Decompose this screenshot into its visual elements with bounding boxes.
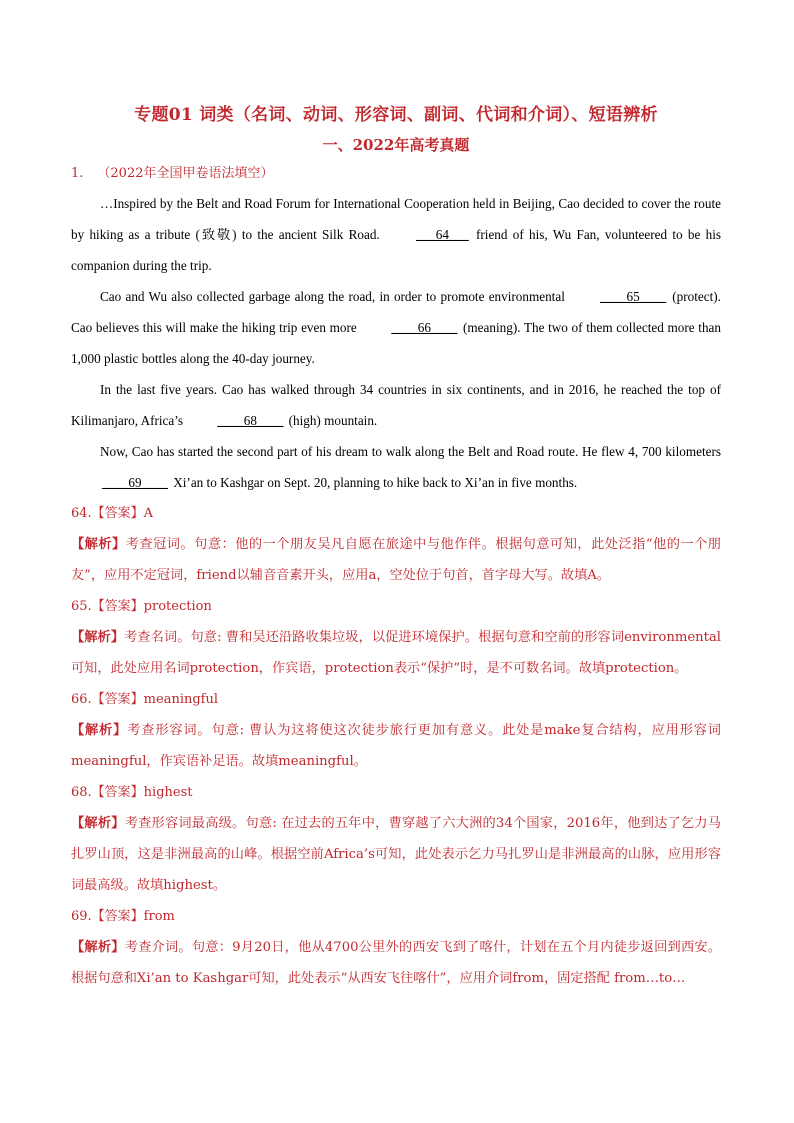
passage-text: friend of his, Wu Fan, volunteered to be his companion during the trip. [71,227,721,273]
answer-analysis [71,715,721,777]
answer-analysis [71,932,721,994]
analysis-text: 考查名词。句意: 曹和吴还沿路收集垃圾，以促进环境保护。根据句意和空前的形容词environmental可知，此处应用名词protection，作宾语，protection表示“保护”时，是不可数名词。故填protection。 [71,630,721,676]
analysis-tag: 【解析】 [71,630,125,645]
answer-block [71,591,721,684]
passage-text: Now, Cao has started the second part of his dream to walk along the Belt and Road route. He flew 4, 700 kilometers [100,444,721,459]
blank-65: ____65____ [600,289,667,304]
passage-paragraph [71,374,721,436]
passage-paragraph [71,188,721,281]
answer-block [71,498,721,591]
analysis-text: 考查形容词最高级。句意: 在过去的五年中，曹穿越了六大洲的34个国家，2016年，他到达了乞力马扎罗山顶，这是非洲最高的山峰。根据空前Africa’s可知，此处表示乞力马扎罗山是非洲最高的山脉，应用形容词最高级。故填highest。 [71,816,721,893]
passage-text: (meaning). The two of them collected more than 1,000 plastic bottles along the 40-day journey. [71,320,721,366]
section-heading: 一、2022年高考真题 [322,136,470,154]
passage-text: In the last five years. Cao has walked through 34 countries in six continents, and in 2016, he reached the top of Kilimanjaro, Africa’s [71,382,721,428]
analysis-tag: 【解析】 [71,723,128,738]
answer-analysis [71,808,721,901]
analysis-tag: 【解析】 [71,537,126,552]
answer-analysis [71,529,721,591]
blank-69: ____69____ [102,475,168,490]
analysis-tag: 【解析】 [71,940,125,955]
passage-text: Cao and Wu also collected garbage along the road, in order to promote environmental [100,289,570,304]
passage-text: …Inspired by the Belt and Road Forum for International Cooperation held in Beijing, Cao decided to cover the route by hiking as a tribute (致敬) to the ancient Silk Road. [71,196,721,242]
blank-68: ____68____ [217,413,284,428]
answer-label: 68.【答案】highest [71,785,193,800]
passage-paragraph [71,436,721,498]
analysis-text: 考查冠词。句意：他的一个朋友吴凡自愿在旅途中与他作伴。根据句意可知，此处泛指“他的一个朋友”，应用不定冠词，friend以辅音音素开头，应用a，空处位于句首，首字母大写。故填A。 [71,537,721,583]
answer-block [71,684,721,777]
passage-text: (protect). Cao believes this will make the hiking trip even more [71,289,721,335]
blank-66: ____66____ [391,320,458,335]
answer-block [71,777,721,901]
document-page [71,100,721,994]
blank-64: ___64___ [415,227,469,242]
reading-passage [71,188,721,498]
analysis-text: 考查形容词。句意: 曹认为这将使这次徒步旅行更加有意义。此处是make复合结构，应用形容词meaningful，作宾语补足语。故填meaningful。 [71,723,721,769]
answer-label: 66.【答案】meaningful [71,692,219,707]
page-title: 专题01 词类（名词、动词、形容词、副词、代词和介词）、短语辨析 [134,105,658,125]
analysis-text: 考查介词。句意：9月20日，他从4700公里外的西安飞到了喀什，计划在五个月内徒步返回到西安。根据句意和Xi’an to Kashgar可知，此处表示“从西安飞往喀什”，应用介词from，固定搭配 from…to… [71,940,722,986]
answer-block [71,901,721,994]
analysis-tag: 【解析】 [71,816,125,831]
passage-paragraph [71,281,721,374]
question-number: 1. [71,166,84,181]
answer-label: 64.【答案】A [71,506,154,521]
question-header [71,160,721,188]
passage-text: Xi’an to Kashgar on Sept. 20, planning to hike back to Xi’an in five months. [169,475,578,490]
question-source: （2022年全国甲卷语法填空） [97,166,274,181]
answer-label: 65.【答案】protection [71,599,212,614]
answer-analysis [71,622,721,684]
answer-label: 69.【答案】from [71,909,175,924]
passage-text: (high) mountain. [285,413,378,428]
